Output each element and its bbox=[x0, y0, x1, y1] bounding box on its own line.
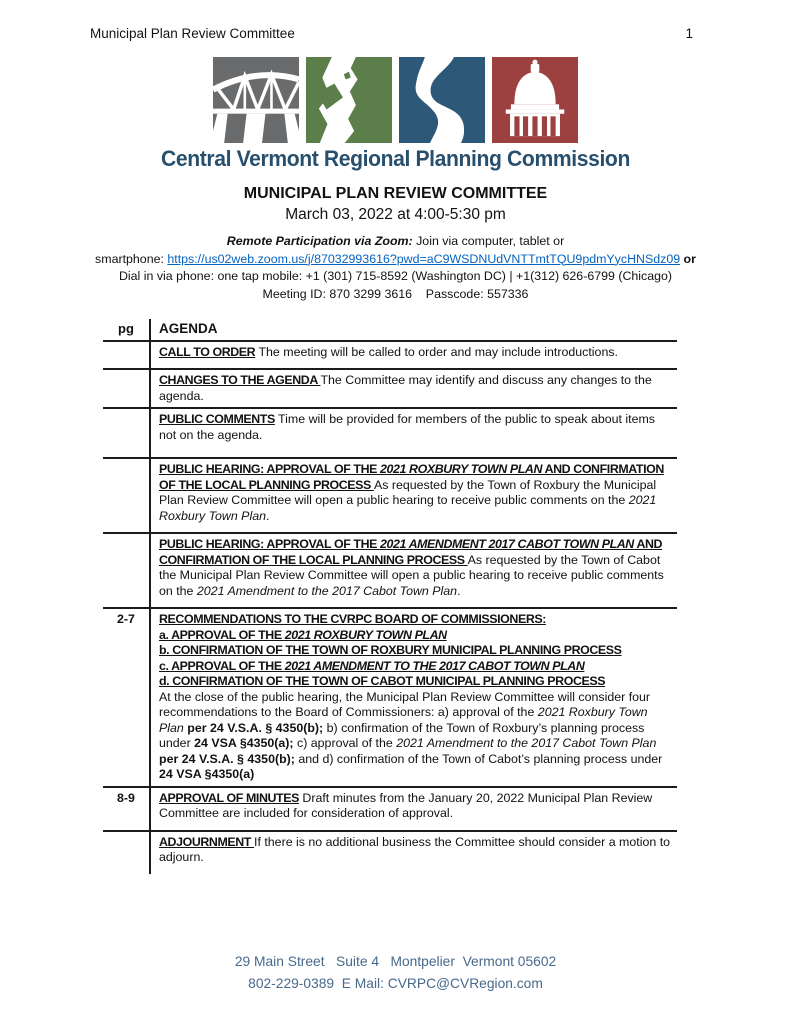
footer-contact: 802-229-0389 E Mail: CVRPC@CVRegion.com bbox=[248, 975, 543, 991]
agenda-text-segment: At the close of the public hearing, the Municipal Plan Review Committee will consider four recommendations to the Board of Commissioners: a) approval of the bbox=[159, 689, 651, 719]
agenda-row-pg bbox=[103, 369, 150, 408]
agenda-text-segment: As requested by the Town of Roxbury the Municipal Plan Review Committee will open a public hearing to receive public comments on the bbox=[159, 477, 657, 507]
agenda-text-segment: As requested by the Town of Cabot the Municipal Plan Review Committee will open a public hearing to receive public comments on the bbox=[159, 552, 664, 598]
running-header bbox=[0, 0, 791, 41]
agenda-text-segment: c) approval of the bbox=[293, 736, 397, 750]
agenda-row-text bbox=[150, 533, 677, 608]
agenda-row-pg bbox=[103, 458, 150, 533]
agenda-row-text bbox=[150, 458, 677, 533]
agenda-text-segment: 24 VSA §4350(a); bbox=[194, 736, 294, 750]
agenda-row bbox=[103, 408, 677, 458]
agenda-row-text bbox=[150, 408, 677, 458]
agenda-text-segment: 2021 Amendment to the 2017 Cabot Town Plan bbox=[196, 583, 458, 598]
agenda-row-text bbox=[150, 787, 677, 831]
cvrpc-logo bbox=[0, 57, 791, 172]
agenda-row-pg: 8-9 bbox=[103, 787, 150, 831]
agenda-text-segment: PUBLIC HEARING: APPROVAL OF THE bbox=[159, 462, 381, 476]
agenda-text-segment: ADJOURNMENT bbox=[159, 834, 255, 849]
remote-text: Join via computer, tablet or bbox=[412, 234, 565, 248]
agenda-row bbox=[103, 608, 677, 787]
agenda-row-text bbox=[150, 608, 677, 787]
remote-participation-line bbox=[0, 233, 791, 251]
meeting-id-line: Meeting ID: 870 3299 3616 Passcode: 557336 bbox=[262, 286, 529, 301]
agenda-text-segment: AND CONFIRMATION OF THE LOCAL PLANNING PROCESS bbox=[159, 537, 663, 567]
agenda-text-segment: . bbox=[457, 583, 461, 598]
agenda-row bbox=[103, 341, 677, 370]
agenda-text-segment: 2021 ROXBURY TOWN PLAN bbox=[380, 462, 542, 476]
agenda-text-segment: APPROVAL OF MINUTES bbox=[159, 790, 299, 805]
agenda-text-segment: CHANGES TO THE AGENDA bbox=[159, 373, 321, 387]
agenda-text-segment: per 24 V.S.A. § 4350(b); bbox=[159, 751, 295, 766]
zoom-link[interactable]: https://us02web.zoom.us/j/87032993616?pwd=aC9WSDNUdVNTTmtTQU9pdmYycHNSdz09 bbox=[167, 251, 681, 266]
agenda-text-segment: and d) confirmation of the Town of Cabot’s planning process under bbox=[294, 751, 663, 766]
agenda-row bbox=[103, 831, 677, 874]
agenda-row bbox=[103, 787, 677, 831]
dial-in-line: Dial in via phone: one tap mobile: +1 (301) 715-8592 (Washington DC) | +1(312) 626-6799 (Chicago) bbox=[118, 269, 673, 283]
page-number: 1 bbox=[685, 26, 693, 41]
agenda-col-pg: pg bbox=[103, 319, 150, 341]
smartphone-line bbox=[0, 251, 791, 269]
agenda-text-segment: d. CONFIRMATION OF THE TOWN OF CABOT MUNICIPAL PLANNING PROCESS bbox=[159, 674, 606, 688]
agenda-row-pg bbox=[103, 341, 150, 370]
capitol-dome-icon bbox=[492, 57, 578, 143]
logo-tiles bbox=[0, 57, 791, 143]
agenda-row-text bbox=[150, 341, 677, 370]
agenda-text-segment: c. APPROVAL OF THE bbox=[159, 658, 285, 673]
agenda-row-pg bbox=[103, 408, 150, 458]
agenda-text-segment: per 24 V.S.A. § 4350(b); bbox=[187, 720, 324, 735]
agenda-row-pg bbox=[103, 831, 150, 874]
agenda-text-segment: 24 VSA §4350(a) bbox=[159, 767, 255, 781]
agenda-text-segment: 2021 Roxbury Town Plan bbox=[159, 493, 657, 523]
bridge-icon bbox=[213, 57, 299, 143]
running-header-title: Municipal Plan Review Committee bbox=[90, 26, 295, 41]
meeting-title: MUNICIPAL PLAN REVIEW COMMITTEE bbox=[243, 185, 548, 202]
agenda-text-segment: The Committee may identify and discuss any changes to the agenda. bbox=[159, 373, 652, 403]
agenda-row-text bbox=[150, 831, 677, 874]
vermont-map-icon bbox=[306, 57, 392, 143]
agenda-row-text bbox=[150, 369, 677, 408]
agenda-header-row bbox=[103, 319, 677, 341]
org-name: Central Vermont Regional Planning Commission bbox=[161, 146, 630, 171]
agenda-table bbox=[103, 319, 677, 874]
agenda-text-segment: PUBLIC HEARING: APPROVAL OF THE bbox=[159, 537, 381, 551]
agenda-row bbox=[103, 369, 677, 408]
agenda-text-segment: If there is no additional business the Committee should consider a motion to adjourn. bbox=[159, 834, 671, 864]
agenda-text-segment: The meeting will be called to order and may include introductions. bbox=[255, 344, 618, 359]
agenda-text-segment: Time will be provided for members of the public to speak about items not on the agenda. bbox=[159, 412, 656, 442]
river-icon bbox=[399, 57, 485, 143]
agenda-text-segment: b. CONFIRMATION OF THE TOWN OF ROXBURY MUNICIPAL PLANNING PROCESS bbox=[159, 643, 622, 657]
agenda-row bbox=[103, 533, 677, 608]
agenda-text-segment: a. APPROVAL OF THE bbox=[159, 627, 285, 642]
agenda-text-segment: PUBLIC COMMENTS bbox=[159, 412, 275, 426]
agenda-col-title: AGENDA bbox=[150, 319, 677, 341]
agenda-row-pg: 2-7 bbox=[103, 608, 150, 787]
agenda-rows bbox=[103, 341, 677, 874]
agenda-text-segment: Draft minutes from the January 20, 2022 Municipal Plan Review Committee are included for consideration of approval. bbox=[159, 790, 653, 820]
agenda-row-pg bbox=[103, 533, 150, 608]
remote-participation-block bbox=[0, 233, 791, 303]
agenda-text-segment: 2021 Amendment to the 2017 Cabot Town Plan bbox=[396, 736, 657, 750]
remote-label: Remote Participation via Zoom: bbox=[226, 234, 413, 248]
agenda-text-segment: b) confirmation of the Town of Roxbury’s planning process under bbox=[159, 720, 645, 750]
agenda-text-segment: RECOMMENDATIONS TO THE CVRPC BOARD OF COMMISSIONERS: bbox=[159, 612, 546, 626]
smartphone-suffix: or bbox=[680, 251, 696, 266]
agenda-row bbox=[103, 458, 677, 533]
meeting-datetime: March 03, 2022 at 4:00-5:30 pm bbox=[285, 206, 506, 223]
agenda-text-segment: 2021 Roxbury Town Plan bbox=[159, 705, 648, 735]
agenda-text-segment: . bbox=[265, 508, 270, 523]
agenda-text-segment: CALL TO ORDER bbox=[159, 344, 256, 359]
page-footer bbox=[0, 951, 791, 994]
smartphone-prefix: smartphone: bbox=[95, 251, 168, 266]
footer-address: 29 Main Street Suite 4 Montpelier Vermont 05602 bbox=[234, 954, 557, 969]
agenda-text-segment: 2021 AMENDMENT 2017 CABOT TOWN PLAN bbox=[380, 537, 634, 551]
agenda-text-segment: 2021 AMENDMENT TO THE 2017 CABOT TOWN PLAN bbox=[284, 658, 585, 673]
agenda-text-segment: AND CONFIRMATION OF THE LOCAL PLANNING PROCESS bbox=[159, 462, 664, 492]
agenda-text-segment: 2021 ROXBURY TOWN PLAN bbox=[284, 627, 447, 642]
